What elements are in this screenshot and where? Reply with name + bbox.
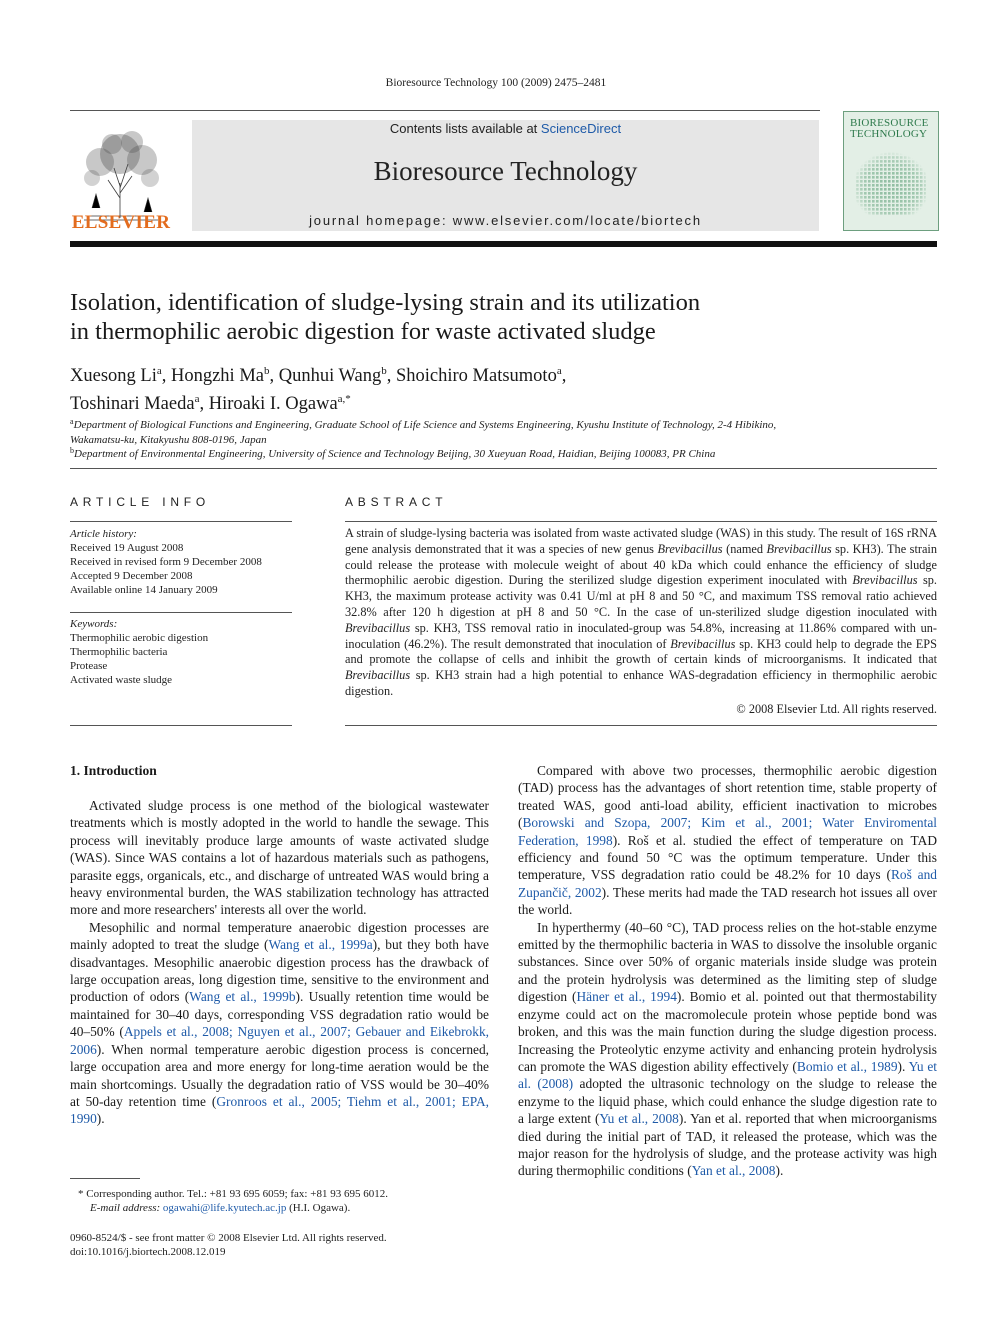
paper-title-line2: in thermophilic aerobic digestion for waste activated sludge [70, 318, 656, 345]
corresponding-text: Corresponding author. Tel.: +81 93 695 6059; fax: +81 93 695 6012. [86, 1188, 388, 1200]
author-affiliation-mark: a [194, 393, 200, 405]
body-paragraph: Mesophilic and normal temperature anaerobic digestion processes are mainly adopted to treat the sludge (Wang et al., 1999a), but they both have disadvantages. Mesophilic anaerobic digestion process has the drawback of large occupation areas, long digestion time, sensitive to the environment and production of odors (Wang et al., 1999b). Usually retention time would be maintained for 30–40 days, corresponding VSS degradation ratio would be 40–50% (Appels et al., 2008; Nguyen et al., 2007; Gebauer and Eikebrokk, 2006). When normal temperature aerobic digestion process is concerned, large occupation area and more energy for long-time aeration would be the main shortcomings. Usually the degradation ratio of VSS would be 30–40% at 50-day retention time (Gronroos et al., 2005; Tiehm et al., 2001; EPA, 1990). [70, 919, 489, 1127]
body-paragraph: In hyperthermy (40–60 °C), TAD process relies on the hot-stable enzyme emitted by the thermophilic bacteria in WAS to dissolve the insoluble organic substances. Since over 50% of organic materials inside sludge was protein and the protein hydrolysis was determined as the limiting step of sludge digestion (Häner et al., 1994). Bomio et al. pointed out that thermostability enzyme could act on the macromolecule protein whose peptide bond was broken, and this was the main function during the sludge digestion process. Increasing the Proteolytic enzyme activity and enhancing protein hydrolysis can promote the WAS digestion ability effectively (Bomio et al., 1989). Yu et al. (2008) adopted the ultrasonic technology on the sludge to release the enzyme to the liquid phase, which could enhance the sludge digestion rate to a large extent (Yu et al., 2008). Yan et al. reported that when microorganisms died during the initial part of TAD, it released the protease, which was the major reason for the hydrolysis of sludge, and the protease activity was high during thermophilic conditions (Yan et al., 2008). [518, 919, 938, 1179]
contents-prefix: Contents lists available at [389, 121, 541, 136]
sciencedirect-link[interactable]: ScienceDirect [540, 121, 622, 136]
author-name[interactable]: Shoichiro Matsumoto [395, 366, 557, 386]
keyword-item: Protease [70, 660, 108, 672]
body-column-left [70, 797, 489, 1128]
journal-citation: Bioresource Technology 100 (2009) 2475–2481 [385, 77, 607, 89]
author-name[interactable]: Qunhui Wang [278, 366, 382, 386]
footnote-rule [70, 1178, 140, 1179]
doi-line[interactable]: doi:10.1016/j.biortech.2008.12.019 [70, 1246, 226, 1258]
publication-info [70, 1231, 490, 1259]
body-paragraph: Compared with above two processes, thermophilic aerobic digestion (TAD) process has the advantages of short retention time, stable property of treated WAS, good anti-load ability, efficient inactivation to microbes (Borowski and Szopa, 2007; Kim et al., 2001; Water Enviromental Federation, 1998). Roš et al. studied the effect of temperature on TAD efficiency and found 50 °C was the optimum temperature. Under this temperature, VSS degradation ratio could be 48.2% for 10 days (Roš and Zupančič, 2002). These merits had made the TAD research hot issues all over the world. [518, 763, 937, 918]
body-column-right [518, 762, 937, 1180]
header-rule [70, 110, 820, 111]
history-item: Available online 14 January 2009 [70, 584, 218, 596]
abstract-text: A strain of sludge-lysing bacteria was isolated from waste activated sludge (WAS) in this study. The result of 16S rRNA gene analysis demonstrated that it was a species of new genus Brevibacillus (named Brevibacillus sp. KH3). The strain could release the protease with molecule weight of about 40 kDa which could enhance the efficiency of sludge thermophilic aerobic digestion. During the sterilized sludge digestion experiment inoculated with Brevibacillus sp. KH3, the maximum protease activity was 0.41 U/ml at pH 8 and 50 °C, and maximum TSS removal ratio achieved 32.8% after 120 h digestion at pH 8 and 50 °C. In the case of un-sterilized sludge digestion inoculated with Brevibacillus sp. KH3, TSS removal ratio in inoculated-group was 54.8%, increasing at 11.86% compared with un-inoculation (46.2%). The result demonstrated that inoculation of Brevibacillus sp. KH3 could help to degrade the EPS and promote the collapse of cells and inhibit the growth of certain kinds of microorganisms. It indicated that Brevibacillus sp. KH3 strain had a high potential to enhance WAS-degradation efficiency in thermophilic aerobic digestion. [345, 526, 937, 698]
journal-title: Bioresource Technology [373, 156, 638, 186]
issn-line: 0960-8524/$ - see front matter © 2008 Elsevier Ltd. All rights reserved. [70, 1232, 387, 1244]
history-item: Received 19 August 2008 [70, 542, 184, 554]
elsevier-wordmark: ELSEVIER [71, 212, 171, 233]
keyword-item: Thermophilic aerobic digestion [70, 632, 209, 644]
header-thick-rule [70, 241, 937, 247]
section-rule [70, 468, 937, 469]
author-name[interactable]: Xuesong Li [70, 366, 157, 386]
author-line-2: Toshinari Maeda$^a$, Hiroaki I. Ogawa$^{a,*}$ [70, 393, 351, 414]
author-line-1: Xuesong Li$^a$, Hongzhi Ma$^b$, Qunhui Wang$^b$, Shoichiro Matsumoto$^a$, [70, 365, 567, 386]
article-info-bottom-rule [70, 725, 292, 726]
journal-masthead [192, 120, 819, 231]
author-affiliation-mark: a,* [337, 393, 351, 405]
footnote-star: * [78, 1188, 87, 1200]
paper-title-line1: Isolation, identification of sludge-lysing strain and its utilization [70, 289, 701, 316]
abstract-bottom-rule [345, 725, 937, 726]
affiliation-b [70, 444, 937, 462]
keyword-item: Thermophilic bacteria [70, 646, 168, 658]
journal-cover [843, 111, 939, 231]
history-item: Received in revised form 9 December 2008 [70, 556, 262, 568]
abstract-copyright: © 2008 Elsevier Ltd. All rights reserved. [736, 702, 937, 716]
cover-dot-pattern [856, 152, 926, 216]
article-history [70, 527, 292, 597]
article-info-heading: ARTICLE INFO [70, 495, 211, 509]
article-info-rule [70, 521, 292, 522]
author-affiliation-mark: b [381, 365, 387, 377]
history-label: Article history: [70, 528, 137, 540]
affiliation-mark: b [70, 446, 74, 455]
affiliation-text: Department of Biological Functions and Engineering, Graduate School of Life Science and Systems Engineering, Kyushu Institute of Technology, 2-4 Hibikino, [73, 419, 777, 431]
email-link[interactable]: ogawahi@life.kyutech.ac.jp [162, 1202, 287, 1214]
email-suffix: (H.I. Ogawa). [286, 1202, 351, 1214]
abstract-heading: ABSTRACT [345, 495, 448, 509]
author-affiliation-mark: a [156, 365, 162, 377]
cover-title: BIORESOURCE TECHNOLOGY [850, 117, 929, 140]
keyword-item: Activated waste sludge [70, 674, 173, 686]
keywords-label: Keywords: [70, 618, 118, 630]
contents-line [192, 121, 819, 136]
history-item: Accepted 9 December 2008 [70, 570, 193, 582]
email-label: E-mail address: [90, 1202, 163, 1214]
author-list [70, 360, 890, 416]
affiliation-text: Department of Environmental Engineering, University of Science and Technology Beijing, 30 Xueyuan Road, Haidian, Beijing 100083, PR China [74, 448, 716, 460]
body-paragraph: Activated sludge process is one method of the biological wastewater treatments which is mostly adopted in the world to handle the sewage. This process will inevitably produce large amounts of waste activated sludge (WAS). Since WAS contains a lot of hazardous materials such as pathogens, parasite eggs, organicals, etc., and discharge of untreated WAS would bring a heavy environmental burden, the WAS stabilization technology has attracted more and more researchers' interests all over the world. [70, 798, 489, 918]
author-name[interactable]: Hongzhi Ma [170, 366, 264, 386]
affiliation-mark: a [70, 417, 74, 426]
keywords-list [70, 617, 292, 687]
abstract-rule [345, 521, 937, 522]
paper-title [70, 288, 870, 346]
author-name[interactable]: Toshinari Maeda [70, 394, 195, 414]
corresponding-author-footnote [78, 1187, 498, 1215]
author-affiliation-mark: b [263, 365, 270, 377]
author-name[interactable]: Hiroaki I. Ogawa [208, 394, 338, 414]
author-affiliation-mark: a [556, 365, 562, 377]
section-heading: 1. Introduction [70, 763, 157, 778]
affiliation-text-cont: Wakamatsu-ku, Kitakyushu 808-0196, Japan [70, 433, 267, 446]
affiliation-a [70, 415, 937, 447]
journal-homepage[interactable]: journal homepage: www.elsevier.com/locate/biortech [309, 213, 702, 228]
keywords-rule [70, 612, 292, 613]
